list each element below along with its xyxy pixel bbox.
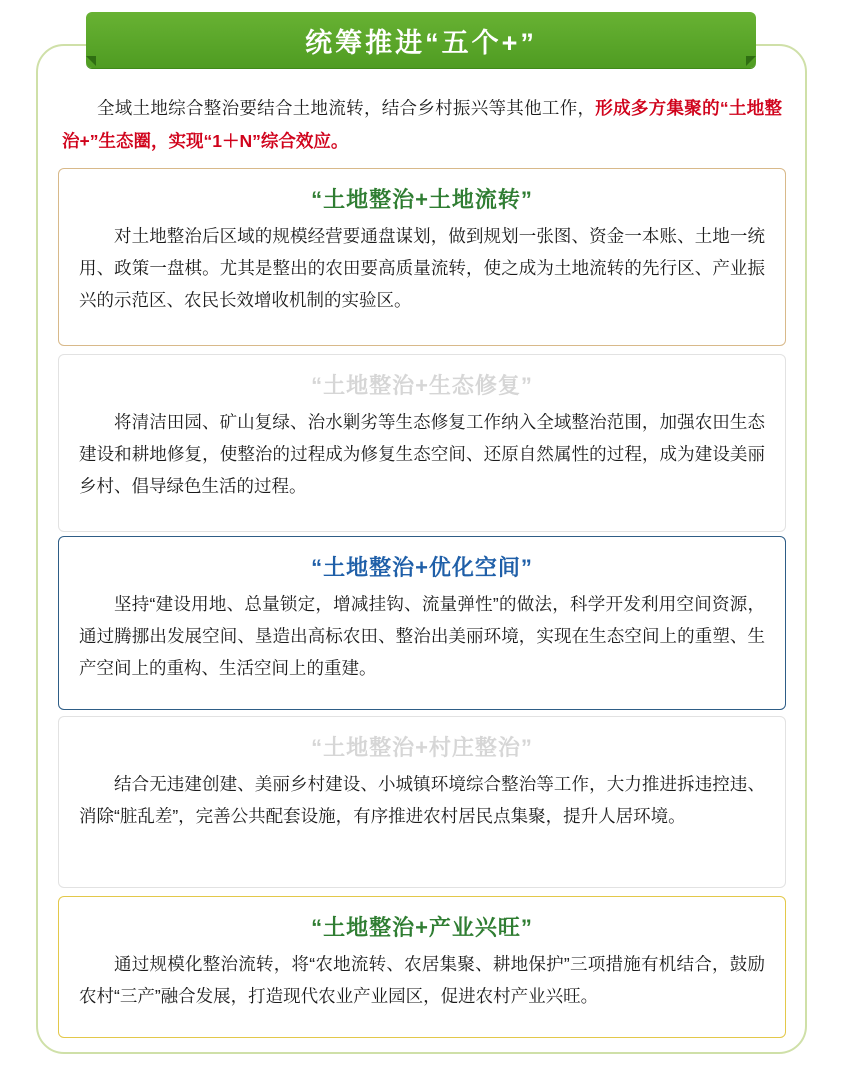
section-title: “土地整治+产业兴旺” (311, 915, 533, 940)
page-title: 统筹推进“五个+” (305, 27, 537, 58)
section-body: 坚持“建设用地、总量锁定，增减挂钩、流量弹性”的做法，科学开发利用空间资源，通过腾挪出发展空间、垦造出高标农田、整治出美丽环境，实现在生态空间上的重塑、生产空间上的重构、生活空间上的重建。 (79, 594, 765, 678)
intro-text-normal: 全域土地综合整治要结合土地流转，结合乡村振兴等其他工作， (97, 98, 596, 118)
section-card-land-transfer (58, 168, 786, 346)
section-body: 对土地整治后区域的规模经营要通盘谋划，做到规划一张图、资金一本账、土地一统用、政策一盘棋。尤其是整出的农田要高质量流转，使之成为土地流转的先行区、产业振兴的示范区、农民长效增收机制的实验区。 (79, 226, 765, 310)
section-title: “土地整治+优化空间” (311, 555, 533, 580)
section-card-village-renovation (58, 716, 786, 888)
section-title: “土地整治+生态修复” (311, 373, 533, 398)
section-body: 将清洁田园、矿山复绿、治水剿劣等生态修复工作纳入全域整治范围，加强农田生态建设和耕地修复，使整治的过程成为修复生态空间、还原自然属性的过程，成为建设美丽乡村、倡导绿色生活的过程。 (79, 412, 765, 496)
section-title: “土地整治+土地流转” (311, 187, 533, 212)
section-card-industry-prosperity (58, 896, 786, 1038)
section-body: 结合无违建创建、美丽乡村建设、小城镇环境综合整治等工作，大力推进拆违控违、消除“脏乱差”，完善公共配套设施，有序推进农村居民点集聚，提升人居环境。 (79, 774, 765, 826)
header-banner (86, 12, 756, 68)
section-card-space-optimization (58, 536, 786, 710)
section-title: “土地整治+村庄整治” (311, 735, 533, 760)
banner-corner-right (746, 56, 756, 66)
banner-corner-left (86, 56, 96, 66)
section-card-ecological-restoration (58, 354, 786, 532)
section-body: 通过规模化整治流转，将“农地流转、农居集聚、耕地保护”三项措施有机结合，鼓励农村“三产”融合发展，打造现代农业产业园区，促进农村产业兴旺。 (79, 954, 765, 1006)
intro-text-highlight: 形成多方集聚的“土地整治+”生态圈，实现“1＋N”综合效应。 (62, 98, 783, 151)
intro-paragraph (62, 92, 782, 158)
